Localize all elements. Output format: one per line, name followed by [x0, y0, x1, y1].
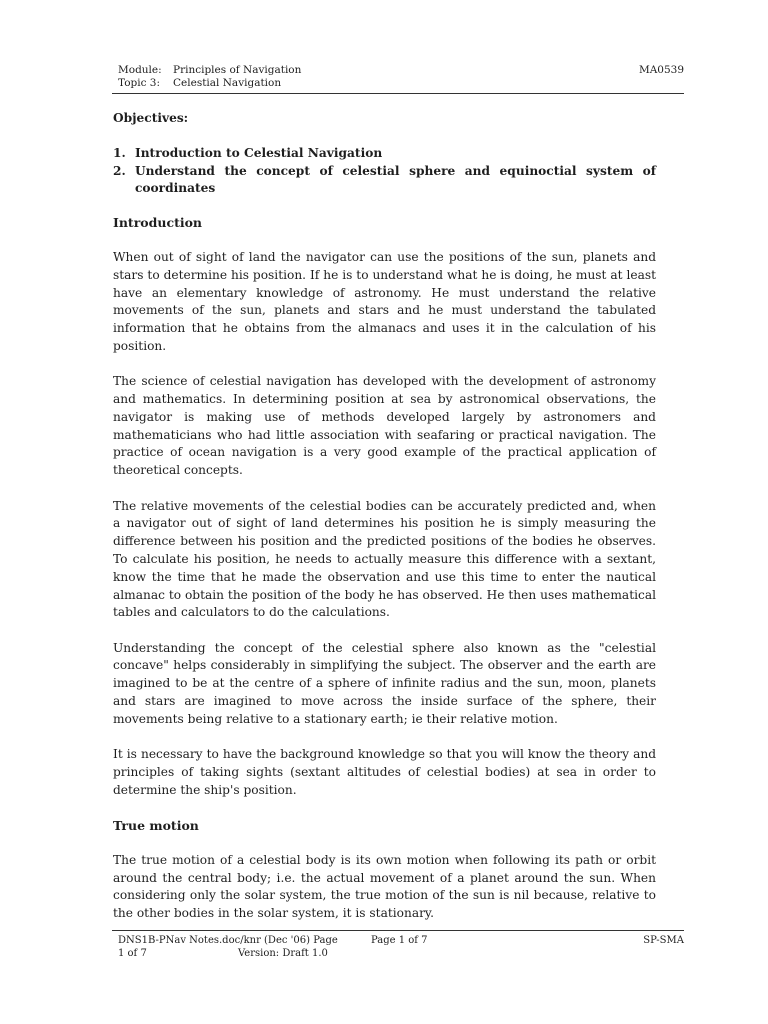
introduction-heading: Introduction	[113, 215, 203, 231]
module-label: Module:	[118, 64, 162, 76]
introduction-paragraph: The relative movements of the celestial bodies can be accurately predicted and, when a navigator out of sight of land determines his position he is simply measuring the difference between his position and the predicted positions of the bodies he observes. To calculate his position, he needs to actually measure this difference with a sextant, know the time that he made the observation and use this time to enter the nautical almanac to obtain the position of the body he has observed. He then uses mathematical tables and calculators to do the calculations.	[113, 498, 656, 620]
topic-value: Celestial Navigation	[173, 77, 282, 89]
footer-version: Version: Draft 1.0	[238, 948, 328, 959]
footer-doc-reference-cont: 1 of 7	[118, 948, 147, 959]
true-motion-paragraph: The true motion of a celestial body is its own motion when following its path or orbit around the central body; i.e. the actual movement of a planet around the sun. When considering only the solar system, the true motion of the sun is nil because, relative to the other bodies in the solar system, it is stationary.	[113, 852, 656, 921]
topic-label: Topic 3:	[118, 77, 161, 89]
objectives-title: Objectives:	[113, 111, 189, 125]
objective-item	[113, 145, 656, 163]
document-code: MA0539	[638, 64, 684, 76]
module-value: Principles of Navigation	[173, 64, 302, 76]
footer-row-1	[118, 934, 684, 947]
objective-text: Understand the concept of celestial sphere and equinoctial system of coordinates	[135, 163, 656, 196]
introduction-paragraph: The science of celestial navigation has developed with the development of astronomy and mathematics. In determining position at sea by astronomical observations, the navigator is making use of methods developed largely by astronomers and mathematicians who had little association with seafaring or practical navigation. The practice of ocean navigation is a very good example of the practical application of theoretical concepts.	[113, 374, 656, 478]
footer-divider	[112, 930, 684, 931]
introduction-paragraph: It is necessary to have the background knowledge so that you will know the theory and principles of taking sights (sextant altitudes of celestial bodies) at sea in order to determine the ship's position.	[113, 747, 656, 797]
page-header	[118, 64, 684, 90]
objective-number: 1.	[113, 145, 126, 160]
header-module-row	[118, 64, 684, 77]
header-topic-row	[118, 77, 684, 90]
page-footer	[118, 934, 684, 960]
introduction-paragraph: Understanding the concept of the celestial sphere also known as the "celestial concave" helps considerably in simplifying the subject. The observer and the earth are imagined to be at the centre of a sphere of infinite radius and the sun, moon, planets and stars are imagined to move across the inside surface of the sphere, their movements being relative to a stationary earth; ie their relative motion.	[113, 640, 656, 726]
objective-text: Introduction to Celestial Navigation	[135, 145, 383, 160]
objective-item	[113, 163, 656, 199]
footer-doc-reference: DNS1B-PNav Notes.doc/knr (Dec '06) Page	[118, 935, 338, 946]
introduction-paragraph: When out of sight of land the navigator can use the positions of the sun, planets and stars to determine his position. If he is to understand what he is doing, he must at least have an elementary knowledge of astronomy. He must understand the relative movements of the sun, planets and stars and he must understand the tabulated information that he obtains from the almanacs and uses it in the calculation of his position.	[113, 249, 656, 353]
footer-row-2	[118, 947, 684, 960]
objectives-list	[113, 145, 656, 198]
objective-number: 2.	[113, 163, 126, 178]
footer-organization: SP-SMA	[643, 935, 684, 946]
header-divider	[112, 93, 684, 94]
true-motion-heading: True motion	[113, 818, 199, 833]
footer-page-number: Page 1 of 7	[371, 935, 428, 946]
document-body	[113, 110, 656, 940]
